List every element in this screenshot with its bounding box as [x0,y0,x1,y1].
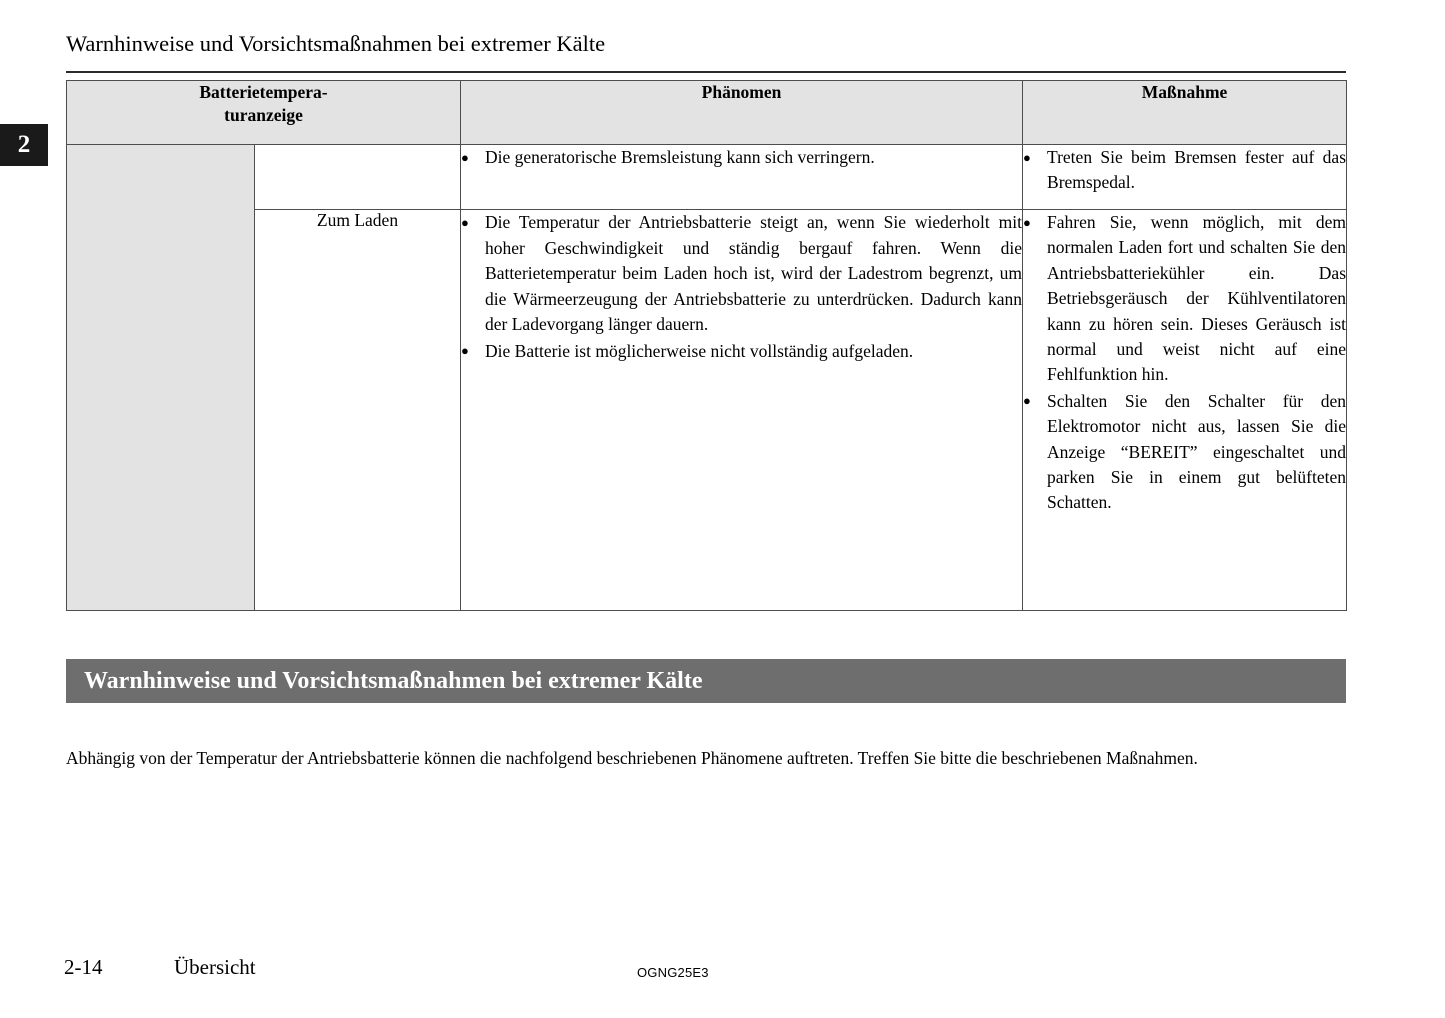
section-intro-paragraph: Abhängig von der Temperatur der Antriebsbatterie können die nachfolgend beschriebenen Phänomene auftreten. Treffen Sie bitte die beschriebenen Maßnahmen. [66,747,1198,768]
measure-list-1 [1023,145,1346,196]
phenomenon-list-2 [461,210,1022,365]
footer-document-code: OGNG25E3 [637,965,709,980]
spec-table-wrapper [66,80,1346,611]
sub-label-cell-2: Zum Laden [255,210,461,611]
phenomena-table [66,80,1347,611]
table-header-row [67,81,1347,145]
measure-list-2 [1023,210,1346,516]
chapter-tab-number: 2 [17,131,31,158]
measure-cell-1 [1023,145,1347,210]
phenomenon-cell-1 [461,145,1023,210]
indicator-cell [67,145,255,611]
chapter-tab [0,124,48,166]
column-header-indicator [67,81,461,145]
column-header-phenomenon: Phänomen [461,81,1023,145]
list-item: ● Treten Sie beim Bremsen fester auf das Bremspedal. [1023,145,1346,196]
column-header-indicator-line2: turanzeige [224,105,303,125]
table-row [67,145,1347,210]
list-item: ● Schalten Sie den Schalter für den Elektromotor nicht aus, lassen Sie die Anzeige “BEREIT” eingeschaltet und parken Sie in einem gut belüfteten Schatten. [1023,389,1346,516]
list-item: ● Die Temperatur der Antriebsbatterie steigt an, wenn Sie wiederholt mit hoher Geschwindigkeit und ständig bergauf fahren. Wenn die Batterietemperatur beim Laden hoch ist, wird der Ladestrom begrenzt, um die Wärmeerzeugung der Antriebsbatterie zu unterdrücken. Dadurch kann der Ladevorgang länger dauern. [461,210,1022,338]
list-item: ● Die generatorische Bremsleistung kann sich verringern. [461,145,1022,171]
header-rule [66,71,1346,73]
table-head [67,81,1347,145]
phenomenon-list-1 [461,145,1022,171]
column-header-indicator-line1: Batterietempera- [199,82,328,102]
section-banner-title: Warnhinweise und Vorsichtsmaßnahmen bei extremer Kälte [84,667,703,694]
footer-page-number: 2-14 [64,955,103,979]
sub-label-cell-1 [255,145,461,210]
table-row [67,210,1347,611]
phenomenon-cell-2 [461,210,1023,611]
list-item: ● Die Batterie ist möglicherweise nicht vollständig aufgeladen. [461,339,1022,365]
table-body [67,145,1347,611]
footer-section-name: Übersicht [174,955,256,979]
column-header-measure: Maßnahme [1023,81,1347,145]
running-head: Warnhinweise und Vorsichtsmaßnahmen bei extremer Kälte [66,31,606,56]
section-banner [66,659,1346,703]
measure-cell-2 [1023,210,1347,611]
list-item: ● Fahren Sie, wenn möglich, mit dem normalen Laden fort und schalten Sie den Antriebsbatteriekühler ein. Das Betriebsgeräusch der Kühlventilatoren kann zu hören sein. Dieses Geräusch ist normal und weist nicht auf eine Fehlfunktion hin. [1023,210,1346,388]
